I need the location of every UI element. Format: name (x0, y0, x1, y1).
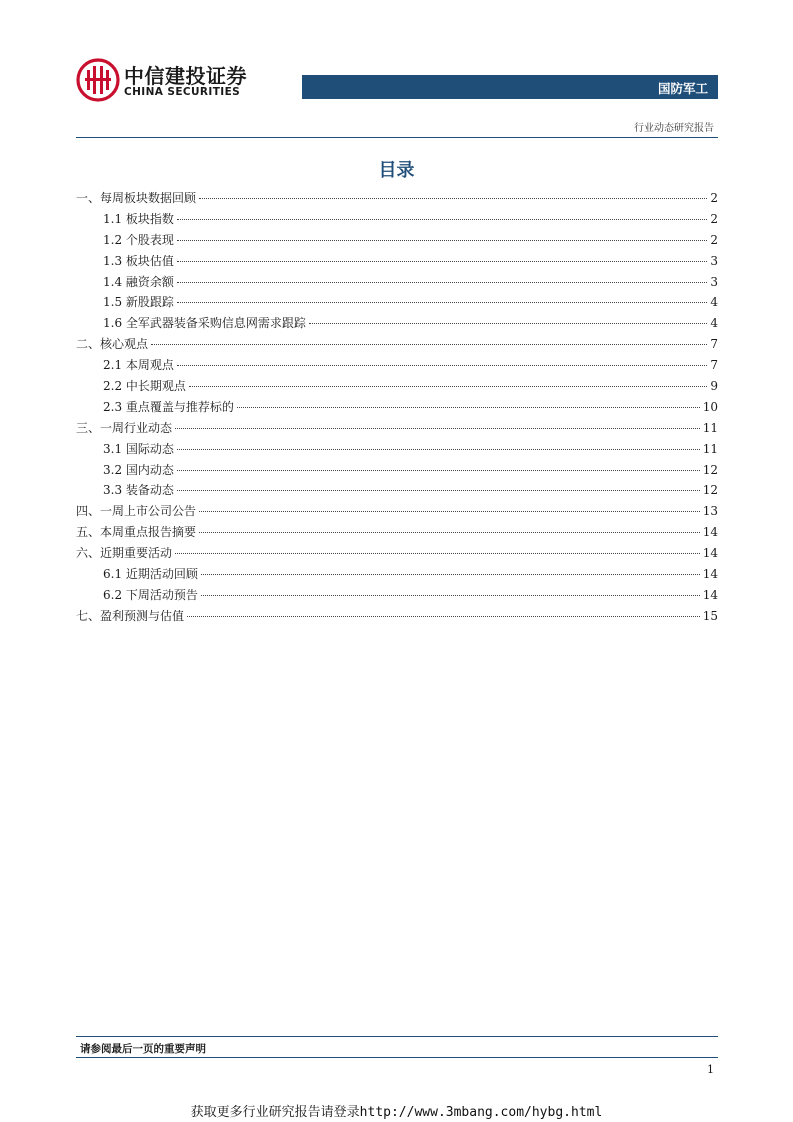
toc-entry-page: 14 (702, 525, 718, 540)
toc-entry-label: 1.3 板块估值 (103, 253, 174, 268)
toc-entry-page: 7 (710, 358, 718, 373)
sector-banner (302, 75, 718, 99)
toc-leader-dots (177, 261, 707, 262)
toc-entry-label: 6.2 下周活动预告 (103, 587, 198, 602)
toc-entry-label: 1.2 个股表现 (103, 232, 174, 247)
toc-entry-label: 二、核心观点 (76, 337, 149, 352)
toc-entry-page: 12 (702, 462, 718, 477)
toc-leader-dots (199, 532, 700, 533)
toc-entry-page: 12 (702, 483, 718, 498)
toc-entry[interactable] (76, 313, 718, 334)
logo-chinese-name: 中信建投证券 (124, 64, 247, 88)
toc-entry[interactable] (76, 564, 718, 585)
toc-entry[interactable] (76, 272, 718, 293)
toc-entry-page: 4 (710, 295, 718, 310)
page-number: 1 (707, 1063, 714, 1076)
toc-entry[interactable] (76, 230, 718, 251)
toc-entry-label: 五、本周重点报告摘要 (76, 525, 197, 540)
toc-entry-page: 9 (710, 379, 718, 394)
promo-link-text[interactable]: 获取更多行业研究报告请登录http://www.3mbang.com/hybg.html (190, 1105, 603, 1120)
toc-leader-dots (177, 240, 707, 241)
toc-entry-page: 11 (702, 420, 718, 435)
logo-english-name: CHINA SECURITIES (124, 86, 241, 98)
toc-leader-dots (199, 511, 700, 512)
disclaimer-note: 请参阅最后一页的重要声明 (80, 1043, 206, 1055)
toc-entry[interactable] (76, 543, 718, 564)
toc-entry[interactable] (76, 606, 718, 627)
toc-entry[interactable] (76, 355, 718, 376)
toc-entry-page: 14 (702, 567, 718, 582)
toc-entry-page: 3 (710, 274, 718, 289)
footer-divider-bottom (76, 1057, 718, 1058)
footer-divider-top (76, 1036, 718, 1037)
toc-entry[interactable] (76, 418, 718, 439)
toc-leader-dots (201, 574, 700, 575)
toc-entry-label: 三、一周行业动态 (76, 420, 173, 435)
toc-entry-label: 1.1 板块指数 (103, 211, 174, 226)
toc-entry-page: 7 (710, 337, 718, 352)
toc-entry[interactable] (76, 334, 718, 355)
toc-entry-label: 2.1 本周观点 (103, 358, 174, 373)
toc-leader-dots (201, 595, 700, 596)
toc-leader-dots (177, 365, 707, 366)
toc-entry-label: 3.3 装备动态 (103, 483, 174, 498)
toc-entry[interactable] (76, 188, 718, 209)
toc-entry-label: 3.1 国际动态 (103, 441, 174, 456)
toc-entry-page: 2 (710, 211, 718, 226)
table-of-contents (76, 188, 718, 627)
toc-entry-page: 10 (702, 399, 718, 414)
toc-entry[interactable] (76, 397, 718, 418)
toc-entry-label: 六、近期重要活动 (76, 546, 173, 561)
toc-entry[interactable] (76, 251, 718, 272)
toc-leader-dots (151, 344, 707, 345)
toc-leader-dots (177, 490, 700, 491)
toc-entry-label: 七、盈利预测与估值 (76, 608, 185, 623)
sector-label: 国防军工 (657, 81, 708, 96)
toc-leader-dots (177, 282, 707, 283)
report-type: 行业动态研究报告 (634, 123, 714, 134)
toc-entry-page: 14 (702, 587, 718, 602)
toc-leader-dots (177, 449, 700, 450)
toc-leader-dots (237, 407, 700, 408)
toc-title: 目录 (378, 160, 415, 181)
toc-entry-label: 2.3 重点覆盖与推荐标的 (103, 399, 234, 414)
toc-entry-label: 1.6 全军武器装备采购信息网需求跟踪 (103, 316, 306, 331)
toc-entry-page: 2 (710, 232, 718, 247)
company-logo (76, 58, 251, 102)
toc-entry[interactable] (76, 480, 718, 501)
toc-entry-label: 1.5 新股跟踪 (103, 295, 174, 310)
toc-entry-page: 3 (710, 253, 718, 268)
toc-entry-label: 1.4 融资余额 (103, 274, 174, 289)
header-divider (76, 137, 718, 138)
china-securities-logo-icon (76, 58, 120, 102)
toc-leader-dots (177, 470, 700, 471)
toc-entry[interactable] (76, 209, 718, 230)
toc-entry[interactable] (76, 292, 718, 313)
toc-entry-page: 15 (702, 608, 718, 623)
toc-entry[interactable] (76, 460, 718, 481)
toc-entry-label: 2.2 中长期观点 (103, 379, 186, 394)
toc-entry[interactable] (76, 522, 718, 543)
toc-entry-label: 3.2 国内动态 (103, 462, 174, 477)
toc-entry[interactable] (76, 439, 718, 460)
toc-entry-label: 一、每周板块数据回顾 (76, 191, 197, 205)
toc-entry-page: 14 (702, 546, 718, 561)
toc-entry-label: 四、一周上市公司公告 (76, 504, 197, 519)
toc-leader-dots (187, 616, 700, 617)
toc-leader-dots (199, 198, 707, 199)
toc-leader-dots (177, 219, 707, 220)
toc-leader-dots (189, 386, 707, 387)
toc-entry-page: 2 (710, 191, 718, 205)
toc-entry[interactable] (76, 585, 718, 606)
toc-leader-dots (175, 428, 700, 429)
toc-entry-page: 4 (710, 316, 718, 331)
toc-entry-page: 11 (702, 441, 718, 456)
toc-entry-page: 13 (702, 504, 718, 519)
toc-leader-dots (175, 553, 700, 554)
toc-leader-dots (309, 323, 707, 324)
toc-entry-label: 6.1 近期活动回顾 (103, 567, 198, 582)
toc-entry[interactable] (76, 376, 718, 397)
toc-leader-dots (177, 302, 707, 303)
toc-entry[interactable] (76, 501, 718, 522)
